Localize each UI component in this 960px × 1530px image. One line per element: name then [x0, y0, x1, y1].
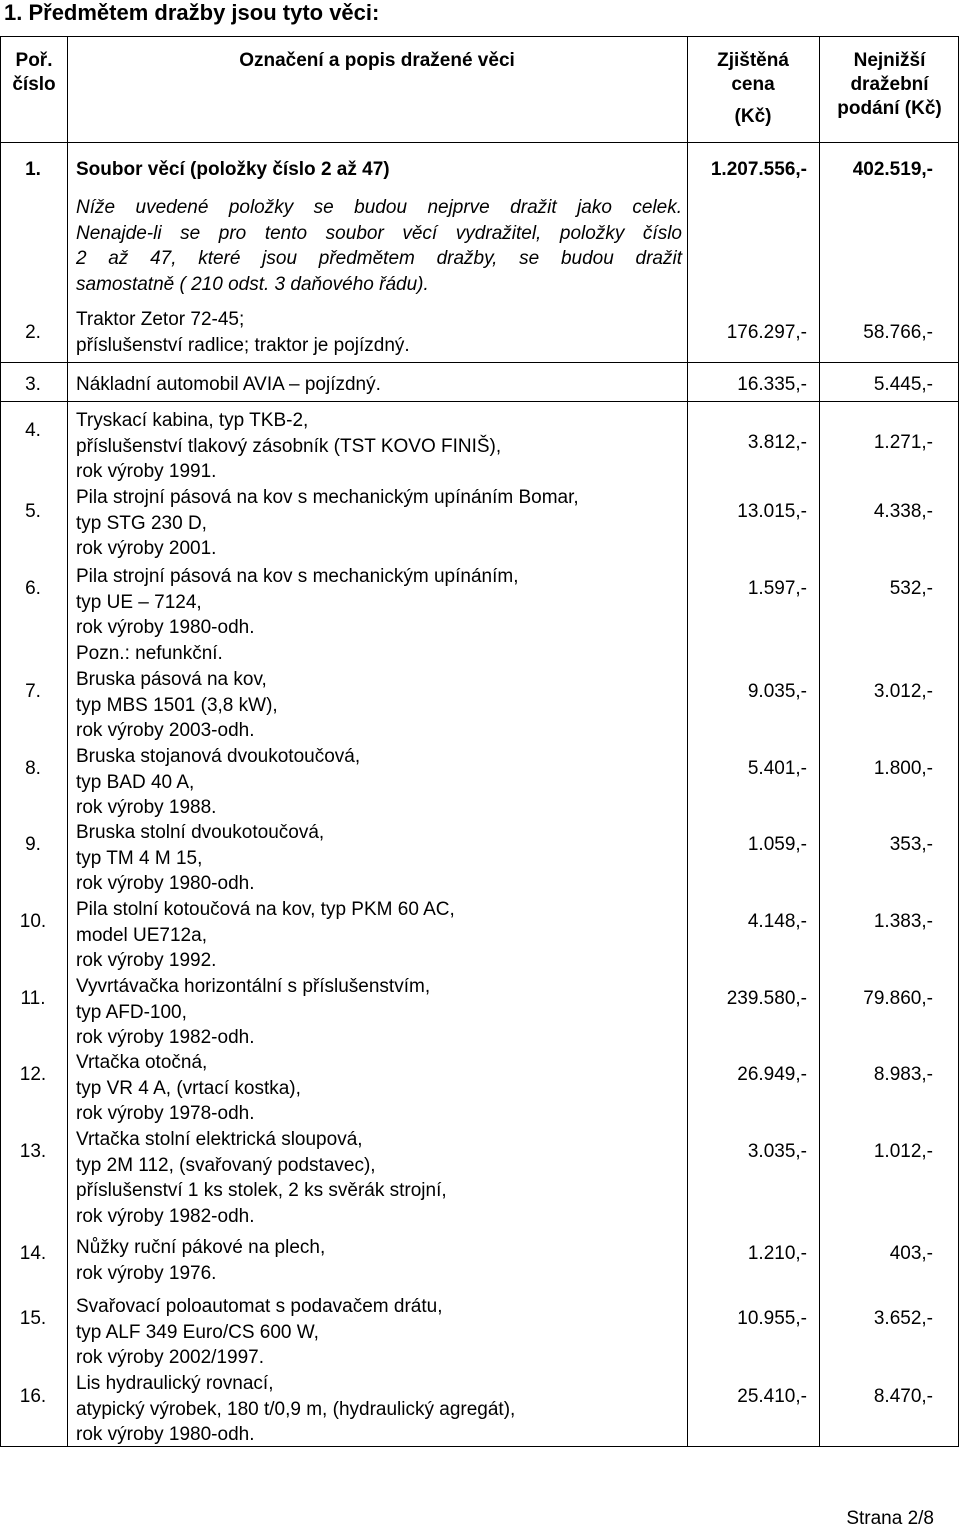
header-description: Označení a popis dražené věci: [239, 50, 515, 71]
column-divider: [687, 37, 688, 1446]
column-divider: [819, 37, 820, 1446]
row-divider: [1, 401, 958, 402]
column-divider: [67, 37, 68, 1446]
header-price: Zjištěná cena (Kč): [717, 50, 789, 127]
page-number: Strana 2/8: [846, 1508, 934, 1529]
section-heading: 1. Předmětem dražby jsou tyto věci:: [4, 0, 380, 25]
header-min-bid: Nejnižší dražební podání (Kč): [837, 50, 942, 119]
header-number: Poř. číslo: [12, 50, 56, 95]
header-divider: [1, 142, 958, 143]
auction-items-table: Poř. číslo Označení a popis dražené věci Zjištěná cena (Kč) Nejnižší dražební podání (Kč) 1. Soubor věcí (položky číslo 2 až 47) 1.207.556,- 402.519,- Níže uvedené položky se budou nejprve dražit jako celek. Nenajde-li se pro tento soubor věcí vydražitel, položky číslo 2 až 47, které jsou předmětem dražby, se budou dražit samostatně ( 210 odst. 3 daňového řádu). 2. Traktor Zetor 72-45; příslušenství radlice; traktor je pojízdný. 176.297,- 58.766,- 3. Nákladní automobil AVIA – pojízdný. 16.335,- 5.445,- 4. Tryskací kabina, typ TKB-2, příslušenství tlakový zásobník (TST KOVO FINIŠ), rok výroby 1991. 3.812,- 1.271,- 5. Pila strojní pásová na kov s mechanickým upínáním Bomar, typ STG 230 D, rok výroby 2001. 13.015,- 4.338,- 6. Pila strojní pásová na kov s mechanickým upínáním, typ UE – 7124, rok výroby 1980-odh. Pozn.: nefunkční. 1.597,- 532,- 7. Bruska pásová na kov, typ MBS 1501 (3,8 kW), rok výroby 2003-odh. 9.035,- 3.012,- 8. Bruska stojanová dvoukotoučová, typ BAD 40 A, rok výroby 1988. 5.401,- 1.800,- 9. Bruska stolní dvoukotoučová, typ TM 4 M 15, rok výroby 1980-odh. 1.059,- 353,- 10. Pila stolní kotoučová na kov, typ PKM 60 AC, model UE712a, rok výroby 1992. 4.148,- 1.383,- 11. Vyvrtávačka horizontální s příslušenstvím, typ AFD-100, rok výroby 1982-odh. 239.580,- 79.860,- 12. Vrtačka otočná, typ VR 4 A, (vrtací kostka), rok výroby 1978-odh. 26.949,- 8.983,- 13. Vrtačka stolní elektrická sloupová, typ 2M 112, (svařovaný podstavec), příslušenství 1 ks stolek, 2 ks svěrák strojní, rok výroby 1982-odh. 3.035,- 1.012,- 14. Nůžky ruční pákové na plech, rok výroby 1976. 1.210,- 403,- 15. Svařovací poloautomat s podavačem drátu, typ ALF 349 Euro/CS 600 W, rok výroby 2002/1997. 10.955,- 3.652,- 16. Lis hydraulický rovnací, atypický výrobek, 180 t/0,9 m, (hydraulický agregát), rok výroby 1980-odh. 25.410,- 8.470,-: [0, 36, 959, 1447]
row-divider: [1, 362, 958, 363]
